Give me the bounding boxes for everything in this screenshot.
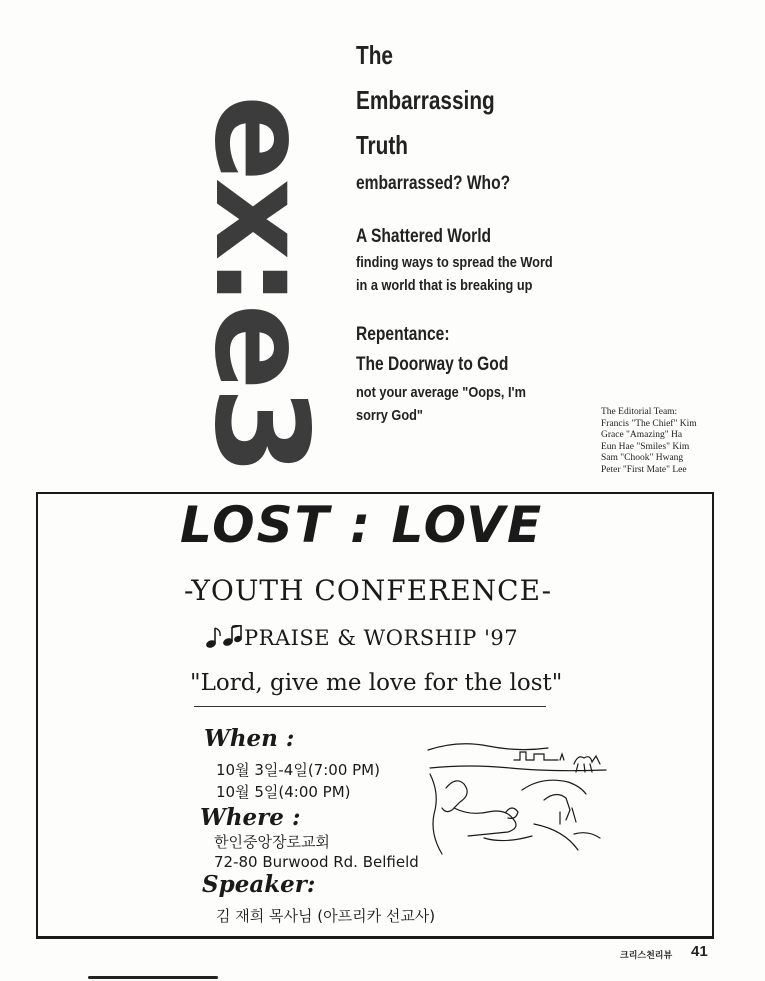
when-line-1: 10월 3일-4일(7:00 PM) <box>216 761 380 779</box>
article-2-subtitle-line-1: finding ways to spread the Word <box>356 254 553 271</box>
conference-subtitle: -YOUTH CONFERENCE- <box>184 574 553 607</box>
editorial-team-member: Eun Hae "Smiles" Kim <box>601 441 690 452</box>
where-label: Where : <box>200 804 301 831</box>
praise-worship-heading: PRAISE & WORSHIP '97 <box>244 626 519 650</box>
conference-ad-box <box>36 492 714 939</box>
where-line-2: 72-80 Burwood Rd. Belfield <box>214 853 419 871</box>
article-1-title-line-3[interactable]: Truth <box>356 130 408 160</box>
editorial-team-member: Francis "The Chief" Kim <box>601 418 697 429</box>
conference-tagline: "Lord, give me love for the lost" <box>190 670 563 696</box>
page-number: 41 <box>691 943 708 960</box>
speaker-label: Speaker: <box>202 871 316 898</box>
article-1-title-line-1[interactable]: The <box>356 40 393 70</box>
speaker-line: 김 재희 목사님 (아프리카 선교사) <box>216 907 436 925</box>
when-label: When : <box>204 725 295 752</box>
when-line-2: 10월 5일(4:00 PM) <box>216 783 351 801</box>
editorial-team-member: Sam "Chook" Hwang <box>601 453 684 464</box>
article-1-subtitle: embarrassed? Who? <box>356 173 511 194</box>
article-3-subtitle-line-1: not your average "Oops, I'm <box>356 384 526 401</box>
conference-title: LOST : LOVE <box>180 496 544 554</box>
magazine-logo: ex:e3 <box>186 95 335 472</box>
music-notes-icon <box>204 625 242 649</box>
article-2-title[interactable]: A Shattered World <box>356 226 492 247</box>
article-1-title-line-2[interactable]: Embarrassing <box>356 85 495 115</box>
article-3-title-line-2[interactable]: The Doorway to God <box>356 354 509 375</box>
editorial-team-member: Peter "First Mate" Lee <box>601 464 687 475</box>
article-3-subtitle-line-2: sorry God" <box>356 407 423 424</box>
tagline-underline <box>194 706 546 707</box>
where-line-1: 한인중앙장로교회 <box>214 833 330 851</box>
editorial-team-member: Grace "Amazing" Ha <box>601 430 683 441</box>
footer-magazine-name: 크리스천리뷰 <box>620 950 673 960</box>
editorial-team-heading: The Editorial Team: <box>601 407 678 417</box>
editorial-team <box>601 407 697 477</box>
desert-sketch-illustration <box>424 738 614 860</box>
article-2-subtitle-line-2: in a world that is breaking up <box>356 277 533 294</box>
article-3-title-line-1[interactable]: Repentance: <box>356 324 450 345</box>
bottom-rule <box>88 976 218 979</box>
